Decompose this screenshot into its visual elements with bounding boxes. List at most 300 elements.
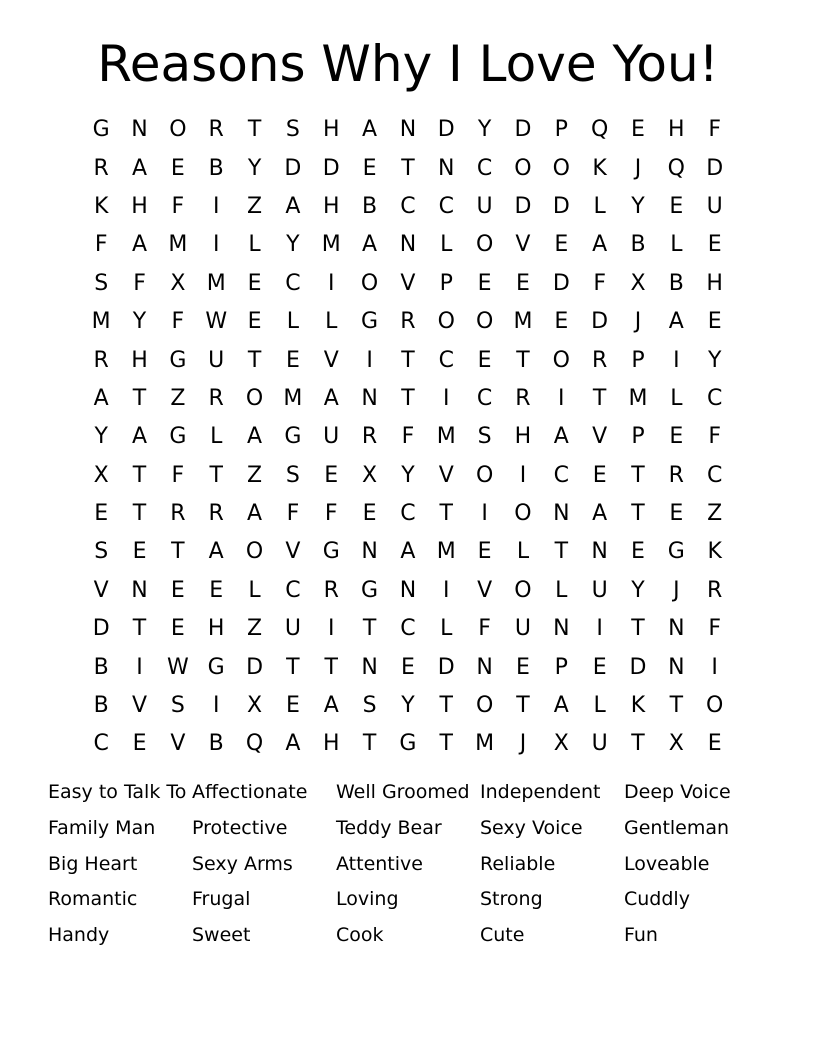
grid-cell[interactable]: O xyxy=(552,347,570,373)
grid-cell[interactable]: U xyxy=(591,577,608,603)
grid-cell[interactable]: T xyxy=(439,693,453,719)
grid-cell[interactable]: F xyxy=(708,616,721,642)
grid-cell[interactable]: T xyxy=(362,731,377,757)
grid-cell[interactable]: T xyxy=(209,462,223,488)
grid-cell[interactable]: V xyxy=(285,539,301,565)
grid-cell[interactable]: D xyxy=(92,616,110,642)
grid-cell[interactable]: U xyxy=(591,731,608,757)
grid-cell[interactable]: O xyxy=(475,462,494,488)
grid-cell[interactable]: T xyxy=(669,693,684,719)
grid-cell[interactable]: H xyxy=(322,731,340,757)
grid-cell[interactable]: M xyxy=(206,270,226,296)
puzzle-title: Reasons Why I Love You! xyxy=(97,35,719,93)
grid-cell[interactable]: M xyxy=(475,731,495,757)
grid-cell[interactable]: R xyxy=(668,462,684,488)
word-list-item: Sexy Voice xyxy=(480,816,583,839)
grid-cell[interactable]: A xyxy=(592,501,608,527)
grid-cell[interactable]: A xyxy=(323,693,339,719)
grid-cell[interactable]: R xyxy=(400,309,416,335)
grid-cell[interactable]: R xyxy=(93,155,109,181)
grid-cell[interactable]: C xyxy=(706,462,723,488)
grid-cell[interactable]: N xyxy=(553,501,570,527)
grid-cell[interactable]: E xyxy=(324,462,339,488)
grid-cell[interactable]: B xyxy=(93,654,109,680)
grid-cell[interactable]: Q xyxy=(590,117,609,143)
grid-cell[interactable]: M xyxy=(321,232,341,258)
grid-cell[interactable]: N xyxy=(131,117,148,143)
grid-cell[interactable]: Q xyxy=(245,731,264,757)
grid-cell[interactable]: I xyxy=(366,347,373,373)
grid-cell[interactable]: T xyxy=(631,462,645,488)
grid-cell[interactable]: R xyxy=(93,347,109,373)
grid-cell[interactable]: I xyxy=(711,654,718,680)
grid-cell[interactable]: F xyxy=(171,193,185,219)
grid-cell[interactable]: W xyxy=(166,654,189,680)
grid-cell[interactable]: I xyxy=(136,654,143,680)
grid-cell[interactable]: T xyxy=(247,117,262,143)
grid-cell[interactable]: V xyxy=(438,462,454,488)
grid-cell[interactable]: E xyxy=(554,309,569,335)
grid-cell[interactable]: T xyxy=(132,385,147,411)
grid-cell[interactable]: T xyxy=(324,654,338,680)
grid-cell[interactable]: C xyxy=(285,577,301,603)
grid-cell[interactable]: C xyxy=(400,501,416,527)
grid-cell[interactable]: F xyxy=(133,270,146,296)
grid-cell[interactable]: X xyxy=(630,270,646,296)
grid-cell[interactable]: O xyxy=(475,309,494,335)
grid-cell[interactable]: S xyxy=(94,539,109,565)
grid-cell[interactable]: G xyxy=(399,731,417,757)
grid-cell[interactable]: I xyxy=(212,193,220,219)
grid-cell[interactable]: Y xyxy=(707,347,722,373)
grid-cell[interactable]: Y xyxy=(631,577,645,603)
grid-cell[interactable]: Q xyxy=(667,155,685,181)
grid-cell[interactable]: R xyxy=(591,347,608,373)
grid-cell[interactable]: U xyxy=(514,616,531,642)
grid-cell[interactable]: F xyxy=(708,117,721,143)
grid-cell[interactable]: T xyxy=(401,347,415,373)
grid-cell[interactable]: E xyxy=(362,155,377,181)
grid-cell[interactable]: D xyxy=(514,117,532,143)
grid-cell[interactable]: E xyxy=(285,347,300,373)
grid-cell[interactable]: E xyxy=(132,539,147,565)
grid-cell[interactable]: C xyxy=(438,193,454,219)
grid-cell[interactable]: G xyxy=(169,347,187,373)
grid-cell[interactable]: B xyxy=(208,731,224,757)
grid-cell[interactable]: J xyxy=(634,309,642,335)
grid-cell[interactable]: L xyxy=(440,232,453,258)
grid-cell[interactable]: S xyxy=(285,117,300,143)
grid-cell[interactable]: X xyxy=(170,270,186,296)
grid-cell[interactable]: U xyxy=(284,616,301,642)
grid-cell[interactable]: U xyxy=(208,347,225,373)
grid-cell[interactable]: E xyxy=(170,616,185,642)
grid-cell[interactable]: I xyxy=(212,232,220,258)
grid-cell[interactable]: B xyxy=(93,693,109,719)
grid-cell[interactable]: G xyxy=(284,424,302,450)
grid-cell[interactable]: R xyxy=(707,577,723,603)
grid-cell[interactable]: L xyxy=(593,193,606,219)
grid-cell[interactable]: M xyxy=(91,309,111,335)
grid-cell[interactable]: Y xyxy=(94,424,108,450)
grid-cell[interactable]: G xyxy=(92,117,110,143)
grid-cell[interactable]: A xyxy=(285,193,301,219)
grid-cell[interactable]: F xyxy=(171,309,185,335)
grid-cell[interactable]: L xyxy=(670,232,683,258)
grid-cell[interactable]: P xyxy=(554,117,568,143)
grid-cell[interactable]: O xyxy=(514,501,532,527)
grid-cell[interactable]: C xyxy=(438,347,454,373)
grid-cell[interactable]: C xyxy=(400,616,416,642)
grid-cell[interactable]: Y xyxy=(247,155,262,181)
grid-cell[interactable]: M xyxy=(436,539,456,565)
grid-cell[interactable]: A xyxy=(247,501,263,527)
grid-cell[interactable]: T xyxy=(286,654,300,680)
grid-cell[interactable]: Z xyxy=(247,462,263,488)
grid-cell[interactable]: A xyxy=(208,539,224,565)
grid-cell[interactable]: O xyxy=(475,693,494,719)
grid-cell[interactable]: I xyxy=(519,462,527,488)
grid-cell[interactable]: I xyxy=(596,616,603,642)
grid-cell[interactable]: E xyxy=(247,270,262,296)
grid-cell[interactable]: D xyxy=(322,155,340,181)
grid-cell[interactable]: N xyxy=(399,577,417,603)
grid-cell[interactable]: D xyxy=(284,155,302,181)
grid-cell[interactable]: T xyxy=(631,501,645,527)
grid-cell[interactable]: K xyxy=(93,193,109,219)
grid-cell[interactable]: C xyxy=(476,155,493,181)
grid-cell[interactable]: E xyxy=(707,232,722,258)
grid-cell[interactable]: E xyxy=(516,270,530,296)
grid-cell[interactable]: A xyxy=(323,385,339,411)
grid-cell[interactable]: X xyxy=(247,693,263,719)
grid-cell[interactable]: T xyxy=(631,616,645,642)
grid-cell[interactable]: S xyxy=(477,424,492,450)
grid-cell[interactable]: D xyxy=(514,193,532,219)
grid-cell[interactable]: D xyxy=(629,654,647,680)
grid-row xyxy=(82,111,734,149)
grid-cell[interactable]: H xyxy=(131,347,148,373)
grid-cell[interactable]: A xyxy=(400,539,416,565)
grid-cell[interactable]: H xyxy=(514,424,532,450)
grid-cell[interactable]: D xyxy=(246,654,264,680)
grid-cell[interactable]: Y xyxy=(132,309,147,335)
grid-cell[interactable]: P xyxy=(439,270,453,296)
grid-cell[interactable]: T xyxy=(171,539,185,565)
grid-cell[interactable]: E xyxy=(170,155,185,181)
grid-cell[interactable]: T xyxy=(516,693,530,719)
grid-cell[interactable]: I xyxy=(327,270,335,296)
grid-cell[interactable]: Y xyxy=(401,693,415,719)
grid-cell[interactable]: N xyxy=(591,539,608,565)
grid-cell[interactable]: N xyxy=(131,577,148,603)
grid-cell[interactable]: C xyxy=(400,193,416,219)
grid-cell[interactable]: V xyxy=(170,731,186,757)
grid-cell[interactable]: A xyxy=(668,309,684,335)
grid-cell[interactable]: I xyxy=(443,385,450,411)
grid-cell[interactable]: E xyxy=(477,270,492,296)
grid-cell[interactable]: A xyxy=(592,232,608,258)
grid-row xyxy=(82,495,734,533)
grid-cell[interactable]: N xyxy=(476,654,493,680)
grid-cell[interactable]: X xyxy=(362,462,378,488)
grid-cell[interactable]: N xyxy=(361,539,378,565)
grid-cell[interactable]: Z xyxy=(247,616,263,642)
grid-cell[interactable]: M xyxy=(283,385,303,411)
grid-cell[interactable]: A xyxy=(131,424,148,450)
grid-cell[interactable]: I xyxy=(673,347,680,373)
grid-cell[interactable]: A xyxy=(93,385,109,411)
grid-cell[interactable]: K xyxy=(707,539,722,565)
grid-cell[interactable]: X xyxy=(668,731,684,757)
grid-cell[interactable]: I xyxy=(443,577,450,603)
grid-cell[interactable]: G xyxy=(667,539,685,565)
grid-cell[interactable]: H xyxy=(322,117,340,143)
grid-cell[interactable]: Z xyxy=(707,501,723,527)
grid-cell[interactable]: D xyxy=(437,117,455,143)
grid-cell[interactable]: E xyxy=(669,193,684,219)
word-list-item: Loving xyxy=(336,888,399,911)
grid-cell[interactable]: H xyxy=(668,117,685,143)
grid-cell[interactable]: D xyxy=(552,270,570,296)
grid-row xyxy=(82,380,734,418)
grid-cell[interactable]: D xyxy=(706,155,724,181)
grid-cell[interactable]: G xyxy=(361,577,379,603)
grid-cell[interactable]: E xyxy=(400,654,415,680)
grid-cell[interactable]: M xyxy=(513,309,533,335)
grid-cell[interactable]: E xyxy=(170,577,185,603)
grid-cell[interactable]: T xyxy=(401,155,415,181)
grid-cell[interactable]: J xyxy=(634,155,642,181)
grid-cell[interactable]: B xyxy=(630,232,646,258)
grid-cell[interactable]: K xyxy=(592,155,607,181)
grid-cell[interactable]: G xyxy=(169,424,187,450)
grid-cell[interactable]: A xyxy=(553,693,569,719)
grid-cell[interactable]: A xyxy=(131,232,148,258)
grid-cell[interactable]: Y xyxy=(477,117,492,143)
grid-cell[interactable]: A xyxy=(553,424,569,450)
grid-cell[interactable]: E xyxy=(631,539,645,565)
grid-cell[interactable]: D xyxy=(437,654,455,680)
grid-cell[interactable]: C xyxy=(93,731,109,757)
grid-row xyxy=(82,226,734,264)
grid-cell[interactable]: L xyxy=(248,577,261,603)
grid-cell[interactable]: P xyxy=(554,654,568,680)
grid-cell[interactable]: A xyxy=(247,424,263,450)
grid-cell[interactable]: U xyxy=(476,193,493,219)
grid-cell[interactable]: R xyxy=(208,117,224,143)
grid-cell[interactable]: L xyxy=(516,539,530,565)
grid-cell[interactable]: E xyxy=(477,347,492,373)
grid-cell[interactable]: L xyxy=(440,616,453,642)
grid-cell[interactable]: G xyxy=(361,309,379,335)
grid-cell[interactable]: O xyxy=(514,155,532,181)
grid-cell[interactable]: M xyxy=(628,385,648,411)
word-list xyxy=(48,776,768,955)
grid-cell[interactable]: V xyxy=(323,347,339,373)
grid-cell[interactable]: C xyxy=(285,270,301,296)
grid-cell[interactable]: R xyxy=(323,577,339,603)
grid-cell[interactable]: U xyxy=(323,424,340,450)
grid-cell[interactable]: E xyxy=(247,309,262,335)
grid-cell[interactable]: C xyxy=(553,462,569,488)
grid-cell[interactable]: N xyxy=(361,385,378,411)
grid-cell[interactable]: I xyxy=(327,616,335,642)
grid-cell[interactable]: T xyxy=(401,385,415,411)
grid-cell[interactable]: M xyxy=(168,232,188,258)
grid-cell[interactable]: N xyxy=(553,616,570,642)
grid-cell[interactable]: T xyxy=(132,462,147,488)
grid-cell[interactable]: S xyxy=(285,462,300,488)
grid-cell[interactable]: E xyxy=(631,117,645,143)
grid-cell[interactable]: T xyxy=(439,731,453,757)
grid-cell[interactable]: B xyxy=(362,193,378,219)
grid-cell[interactable]: E xyxy=(132,731,147,757)
grid-cell[interactable]: O xyxy=(245,385,264,411)
grid-cell[interactable]: E xyxy=(707,309,722,335)
grid-cell[interactable]: O xyxy=(360,270,379,296)
grid-cell[interactable]: F xyxy=(478,616,491,642)
grid-cell[interactable]: N xyxy=(361,654,378,680)
grid-cell[interactable]: E xyxy=(362,501,377,527)
grid-cell[interactable]: T xyxy=(132,616,147,642)
grid-cell[interactable]: A xyxy=(285,731,301,757)
grid-cell[interactable]: E xyxy=(209,577,224,603)
grid-cell[interactable]: F xyxy=(171,462,185,488)
grid-cell[interactable]: V xyxy=(131,693,148,719)
grid-cell[interactable]: H xyxy=(706,270,723,296)
grid-cell[interactable]: N xyxy=(438,155,455,181)
grid-cell[interactable]: T xyxy=(592,385,607,411)
grid-cell[interactable]: Z xyxy=(170,385,186,411)
grid-cell[interactable]: T xyxy=(631,731,645,757)
grid-cell[interactable]: N xyxy=(399,117,417,143)
grid-cell[interactable]: L xyxy=(555,577,568,603)
grid-cell[interactable]: E xyxy=(285,693,300,719)
grid-cell[interactable]: L xyxy=(670,385,683,411)
grid-cell[interactable]: H xyxy=(322,193,340,219)
grid-cell[interactable]: X xyxy=(93,462,109,488)
grid-cell[interactable]: O xyxy=(475,232,494,258)
grid-cell[interactable]: M xyxy=(436,424,456,450)
grid-cell[interactable]: L xyxy=(210,424,223,450)
grid-cell[interactable]: Y xyxy=(286,232,300,258)
grid-cell[interactable]: O xyxy=(245,539,264,565)
grid-cell[interactable]: E xyxy=(477,539,492,565)
grid-cell[interactable]: G xyxy=(322,539,340,565)
grid-cell[interactable]: B xyxy=(208,155,224,181)
grid-cell[interactable]: P xyxy=(631,424,645,450)
grid-cell[interactable]: I xyxy=(481,501,488,527)
grid-cell[interactable]: O xyxy=(169,117,187,143)
grid-cell[interactable]: U xyxy=(706,193,723,219)
grid-cell[interactable]: T xyxy=(439,501,453,527)
grid-cell[interactable]: E xyxy=(669,501,684,527)
grid-cell[interactable]: J xyxy=(673,577,680,603)
grid-cell[interactable]: O xyxy=(514,577,532,603)
grid-cell[interactable]: E xyxy=(669,424,684,450)
grid-cell[interactable]: S xyxy=(170,693,185,719)
grid-cell[interactable]: Z xyxy=(247,193,263,219)
grid-cell[interactable]: A xyxy=(362,232,378,258)
grid-cell[interactable]: O xyxy=(706,693,724,719)
grid-cell[interactable]: S xyxy=(94,270,109,296)
grid-cell[interactable]: R xyxy=(515,385,531,411)
grid-row xyxy=(82,265,734,303)
grid-cell[interactable]: R xyxy=(170,501,186,527)
grid-cell[interactable]: T xyxy=(247,347,262,373)
grid-cell[interactable]: R xyxy=(208,385,224,411)
grid-cell[interactable]: V xyxy=(592,424,608,450)
grid-cell[interactable]: Y xyxy=(401,462,415,488)
grid-cell[interactable]: E xyxy=(592,654,607,680)
grid-cell[interactable]: W xyxy=(205,309,228,335)
grid-cell[interactable]: L xyxy=(325,309,338,335)
grid-cell[interactable]: F xyxy=(324,501,338,527)
grid-cell[interactable]: T xyxy=(132,501,147,527)
grid-cell[interactable]: D xyxy=(591,309,609,335)
grid-cell[interactable]: N xyxy=(668,654,685,680)
grid-cell[interactable]: V xyxy=(477,577,493,603)
grid-cell[interactable]: L xyxy=(248,232,261,258)
grid-cell[interactable]: L xyxy=(593,693,606,719)
grid-cell[interactable]: F xyxy=(708,424,721,450)
grid-cell[interactable]: L xyxy=(286,309,300,335)
grid-cell[interactable]: C xyxy=(706,385,723,411)
grid-cell[interactable]: C xyxy=(476,385,493,411)
grid-cell[interactable]: A xyxy=(362,117,378,143)
grid-cell[interactable]: X xyxy=(553,731,569,757)
grid-cell[interactable]: H xyxy=(131,193,148,219)
grid-cell[interactable]: J xyxy=(519,731,527,757)
grid-cell[interactable]: S xyxy=(362,693,377,719)
grid-cell[interactable]: I xyxy=(558,385,565,411)
grid-cell[interactable]: E xyxy=(94,501,109,527)
grid-cell[interactable]: G xyxy=(207,654,225,680)
grid-cell[interactable]: E xyxy=(707,731,722,757)
grid-cell[interactable]: O xyxy=(437,309,455,335)
grid-cell[interactable]: N xyxy=(668,616,685,642)
word-list-item: Big Heart xyxy=(48,852,138,875)
grid-cell[interactable]: Y xyxy=(631,193,645,219)
grid-cell[interactable]: A xyxy=(131,155,148,181)
grid-row xyxy=(82,572,734,610)
grid-cell[interactable]: K xyxy=(630,693,646,719)
grid-cell[interactable]: V xyxy=(400,270,416,296)
grid-cell[interactable]: R xyxy=(361,424,378,450)
grid-cell[interactable]: T xyxy=(516,347,530,373)
grid-cell[interactable]: E xyxy=(592,462,607,488)
grid-cell[interactable]: T xyxy=(362,616,377,642)
grid-cell[interactable]: E xyxy=(516,654,530,680)
grid-cell[interactable]: F xyxy=(94,232,108,258)
grid-cell[interactable]: N xyxy=(399,232,417,258)
grid-cell[interactable]: H xyxy=(207,616,225,642)
grid-cell[interactable]: O xyxy=(552,155,570,181)
grid-cell[interactable]: F xyxy=(593,270,606,296)
grid-cell[interactable]: V xyxy=(93,577,109,603)
grid-cell[interactable]: I xyxy=(212,693,220,719)
grid-cell[interactable]: T xyxy=(554,539,569,565)
grid-cell[interactable]: R xyxy=(208,501,224,527)
grid-cell[interactable]: B xyxy=(668,270,684,296)
grid-cell[interactable]: F xyxy=(401,424,415,450)
grid-cell[interactable]: D xyxy=(552,193,570,219)
grid-cell[interactable]: V xyxy=(515,232,531,258)
grid-cell[interactable]: E xyxy=(554,232,569,258)
grid-cell[interactable]: P xyxy=(631,347,645,373)
grid-cell[interactable]: F xyxy=(286,501,300,527)
